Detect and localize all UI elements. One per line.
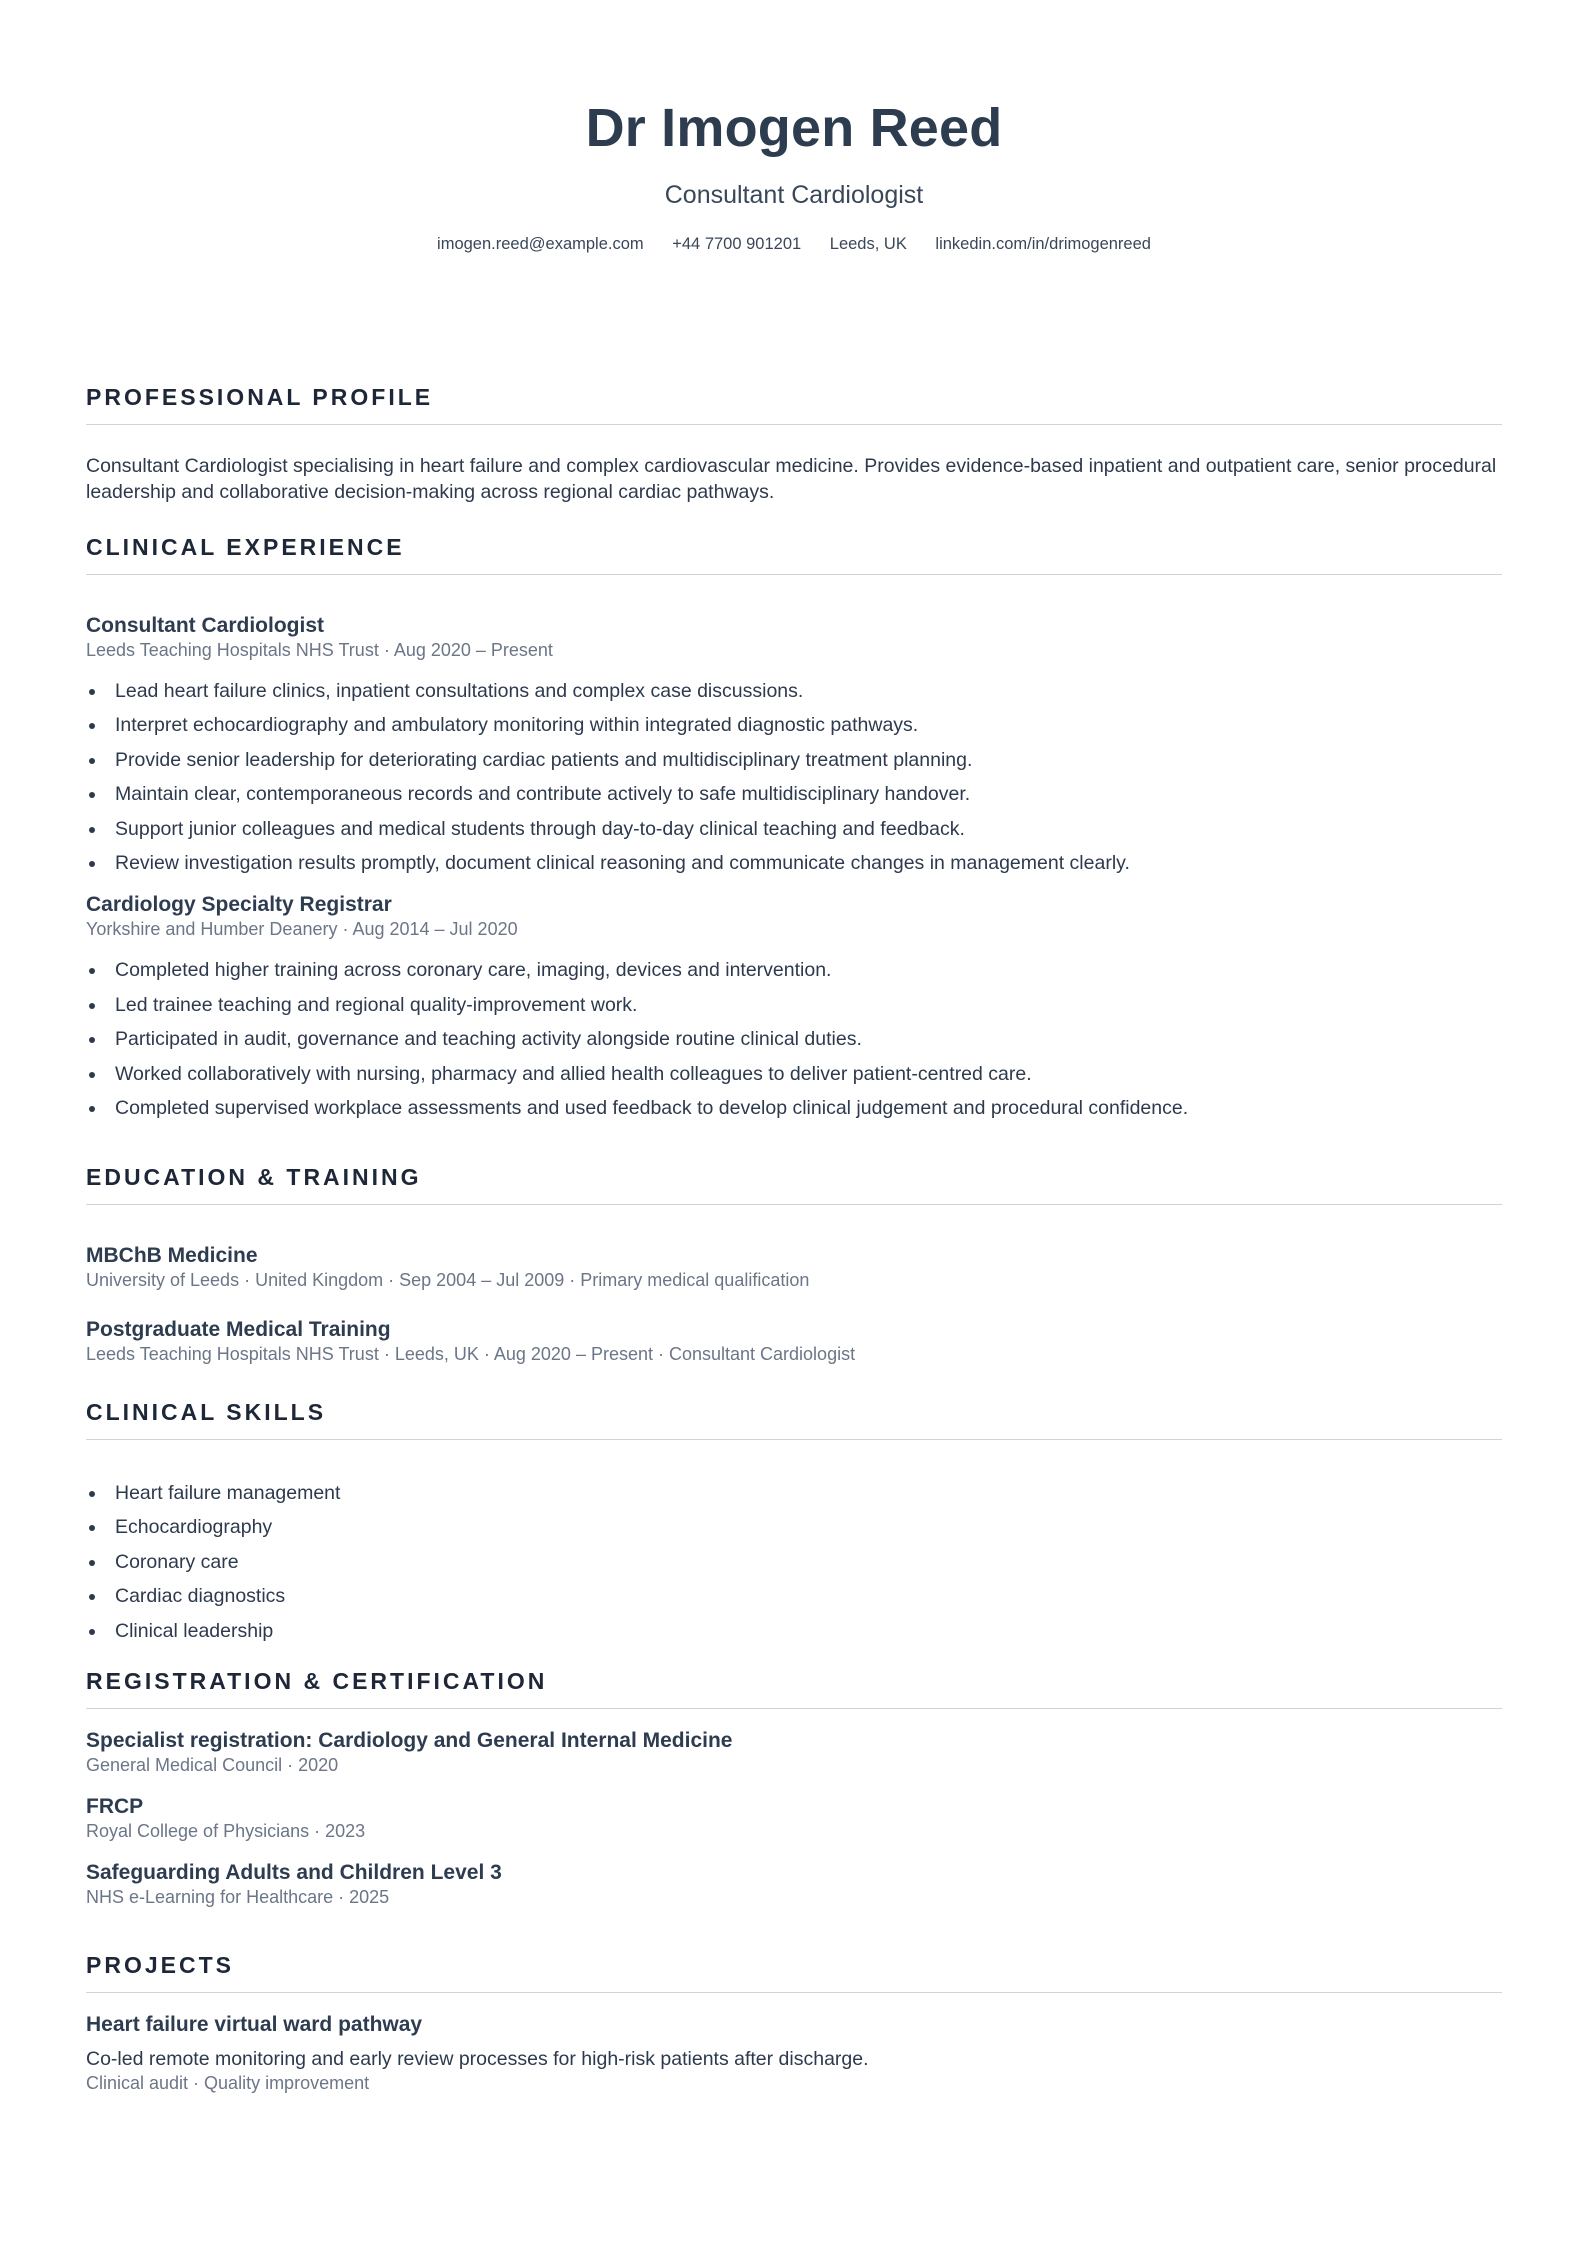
certification-entry — [86, 1728, 1502, 1776]
education-entry — [86, 1317, 1502, 1365]
contact-location: Leeds, UK — [829, 235, 907, 253]
candidate-headline: Consultant Cardiologist — [664, 181, 924, 209]
section-education — [86, 1163, 1502, 1365]
job-meta: Leeds Teaching Hospitals NHS Trust · Aug 2020 – Present — [86, 640, 553, 660]
profile-summary: Consultant Cardiologist specialising in heart failure and complex cardiovascular medicine. Provides evidence-based inpatient and outpatient care, senior procedural leadership and collaborative decision-making across regional cardiac pathways. — [86, 455, 1497, 503]
certification-name: Safeguarding Adults and Children Level 3 — [86, 1861, 502, 1884]
list-item: Lead heart failure clinics, inpatient consultations and complex case discussions. — [86, 674, 1502, 708]
job-bullets — [86, 953, 1502, 1125]
list-item: Provide senior leadership for deteriorating cardiac patients and multidisciplinary treatment planning. — [86, 743, 1502, 777]
contact-linkedin[interactable]: linkedin.com/in/drimogenreed — [935, 235, 1151, 253]
job-meta: Yorkshire and Humber Deanery · Aug 2014 – Jul 2020 — [86, 919, 518, 940]
project-entry — [86, 2012, 1502, 2094]
section-title-profile: PROFESSIONAL PROFILE — [86, 384, 434, 410]
section-divider — [86, 574, 1502, 575]
certification-name: FRCP — [86, 1795, 144, 1818]
list-item: Echocardiography — [86, 1510, 1502, 1544]
certification-entry — [86, 1860, 1502, 1908]
skills-list — [86, 1476, 1502, 1648]
project-name: Heart failure virtual ward pathway — [86, 2013, 423, 2036]
education-name: Postgraduate Medical Training — [86, 1318, 391, 1341]
section-title-projects: PROJECTS — [86, 1952, 234, 1978]
list-item: Coronary care — [86, 1545, 1502, 1579]
section-divider — [86, 1204, 1502, 1205]
education-name: MBChB Medicine — [86, 1244, 258, 1267]
list-item: Support junior colleagues and medical students through day-to-day clinical teaching and feedback. — [86, 812, 1502, 846]
list-item: Participated in audit, governance and teaching activity alongside routine clinical duties. — [86, 1022, 1502, 1056]
certification-name: Specialist registration: Cardiology and General Internal Medicine — [86, 1729, 733, 1752]
section-title-education: EDUCATION & TRAINING — [86, 1164, 422, 1190]
section-divider — [86, 1439, 1502, 1440]
section-divider — [86, 1708, 1502, 1709]
education-meta: University of Leeds · United Kingdom · Sep 2004 – Jul 2009 · Primary medical qualification — [86, 1270, 810, 1290]
contact-email[interactable]: imogen.reed@example.com — [437, 235, 644, 253]
resume-header — [86, 0, 1502, 254]
section-skills — [86, 1398, 1502, 1648]
section-registration — [86, 1667, 1502, 1908]
certification-meta: General Medical Council · 2020 — [86, 1755, 339, 1775]
experience-entry — [86, 892, 1502, 1125]
job-bullets — [86, 674, 1502, 880]
contact-line — [86, 234, 1502, 254]
list-item: Clinical leadership — [86, 1614, 1502, 1648]
list-item: Worked collaboratively with nursing, pharmacy and allied health colleagues to deliver patient-centred care. — [86, 1057, 1502, 1091]
experience-entry — [86, 613, 1502, 880]
list-item: Led trainee teaching and regional quality-improvement work. — [86, 988, 1502, 1022]
list-item: Completed supervised workplace assessments and used feedback to develop clinical judgement and procedural confidence. — [86, 1091, 1502, 1125]
list-item: Review investigation results promptly, document clinical reasoning and communicate changes in management clearly. — [86, 846, 1502, 880]
section-divider — [86, 1992, 1502, 1993]
certification-meta: Royal College of Physicians · 2023 — [86, 1821, 366, 1841]
certification-entry — [86, 1794, 1502, 1842]
section-experience — [86, 533, 1502, 1125]
section-projects — [86, 1951, 1502, 2094]
list-item: Interpret echocardiography and ambulatory monitoring within integrated diagnostic pathways. — [86, 708, 1502, 742]
section-title-skills: CLINICAL SKILLS — [86, 1399, 327, 1425]
list-item: Completed higher training across coronary care, imaging, devices and intervention. — [86, 953, 1502, 987]
section-profile — [86, 383, 1502, 505]
project-tags: Clinical audit · Quality improvement — [86, 2073, 370, 2093]
education-meta: Leeds Teaching Hospitals NHS Trust · Leeds, UK · Aug 2020 – Present · Consultant Cardiologist — [86, 1344, 856, 1364]
section-title-registration: REGISTRATION & CERTIFICATION — [86, 1668, 548, 1694]
education-entry — [86, 1243, 1502, 1291]
list-item: Cardiac diagnostics — [86, 1579, 1502, 1613]
job-title: Consultant Cardiologist — [86, 614, 324, 637]
candidate-name: Dr Imogen Reed — [585, 98, 1003, 158]
section-title-experience: CLINICAL EXPERIENCE — [86, 534, 405, 560]
job-title: Cardiology Specialty Registrar — [86, 893, 392, 917]
list-item: Heart failure management — [86, 1476, 1502, 1510]
contact-phone[interactable]: +44 7700 901201 — [672, 235, 802, 253]
certification-meta: NHS e-Learning for Healthcare · 2025 — [86, 1887, 390, 1907]
list-item: Maintain clear, contemporaneous records and contribute actively to safe multidisciplinary handover. — [86, 777, 1502, 811]
project-description: Co-led remote monitoring and early review processes for high-risk patients after discharge. — [86, 2048, 869, 2070]
section-divider — [86, 424, 1502, 425]
